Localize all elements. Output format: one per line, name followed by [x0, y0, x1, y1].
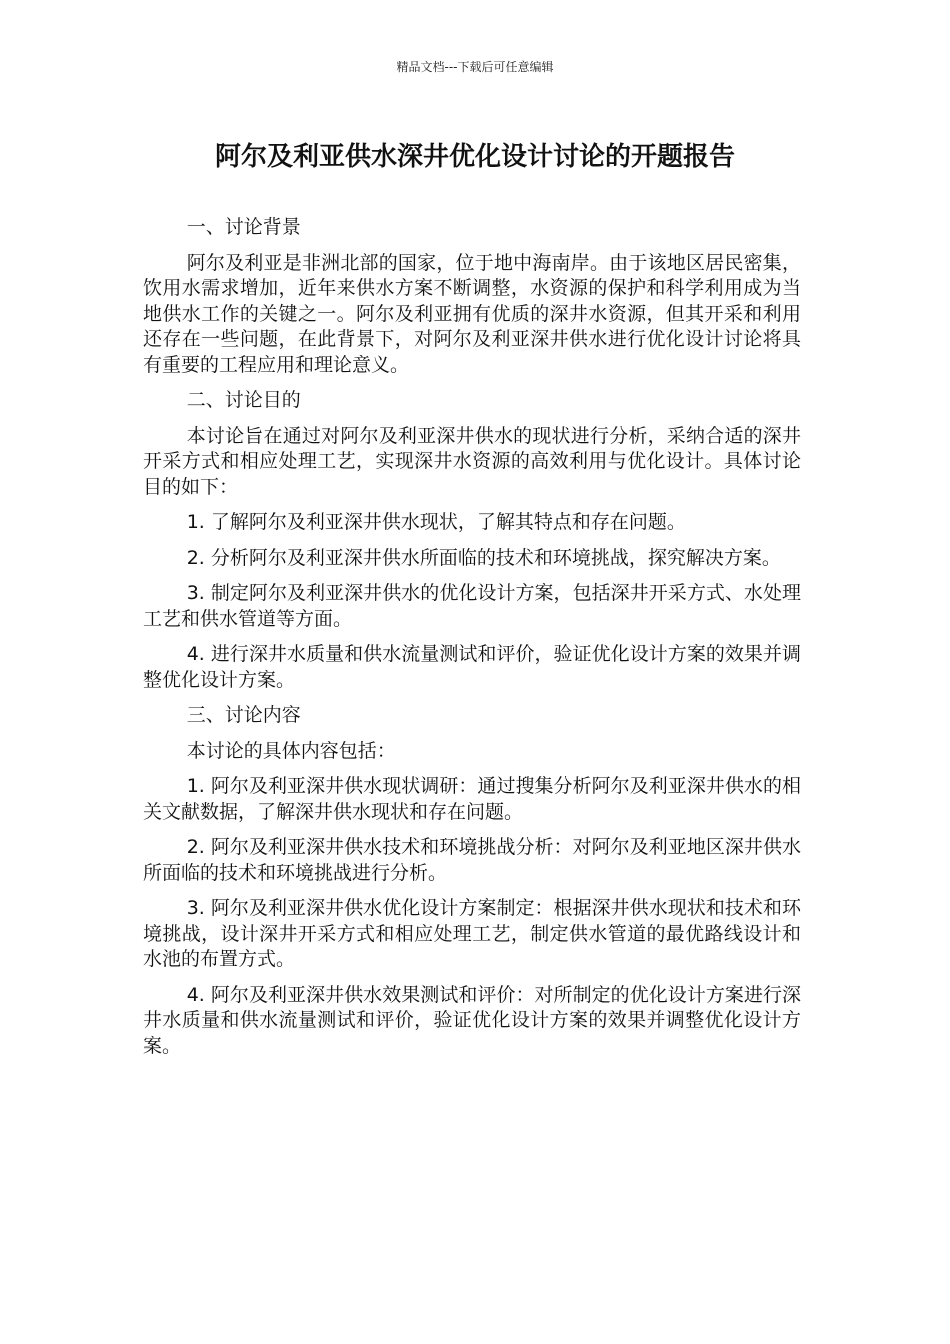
list-item: 4. 进行深井水质量和供水流量测试和评价，验证优化设计方案的效果并调整优化设计方案。 [143, 643, 801, 691]
list-item: 3. 阿尔及利亚深井供水优化设计方案制定：根据深井供水现状和技术和环境挑战，设计深井开采方式和相应处理工艺，制定供水管道的最优路线设计和水池的布置方式。 [143, 897, 801, 970]
list-item: 2. 阿尔及利亚深井供水技术和环境挑战分析：对阿尔及利亚地区深井供水所面临的技术和环境挑战进行分析。 [143, 836, 801, 884]
list-item: 4. 阿尔及利亚深井供水效果测试和评价：对所制定的优化设计方案进行深井水质量和供水流量测试和评价，验证优化设计方案的效果并调整优化设计方案。 [143, 983, 801, 1057]
page-header: 精品文档---下载后可任意编辑 [396, 60, 554, 74]
section-heading: 一、讨论背景 [186, 216, 301, 238]
document-title: 阿尔及利亚供水深井优化设计讨论的开题报告 [214, 142, 735, 172]
paragraph: 本讨论的具体内容包括： [186, 739, 396, 762]
list-item: 3. 制定阿尔及利亚深井供水的优化设计方案，包括深井开采方式、水处理工艺和供水管道等方面。 [143, 582, 801, 630]
section-heading: 二、讨论目的 [186, 389, 301, 411]
list-item: 1. 阿尔及利亚深井供水现状调研：通过搜集分析阿尔及利亚深井供水的相关文献数据，了解深井供水现状和存在问题。 [143, 775, 801, 823]
list-item: 2. 分析阿尔及利亚深井供水所面临的技术和环境挑战，探究解决方案。 [186, 546, 781, 569]
section-heading: 三、讨论内容 [186, 704, 301, 726]
paragraph: 阿尔及利亚是非洲北部的国家，位于地中海南岸。由于该地区居民密集，饮用水需求增加，近年来供水方案不断调整，水资源的保护和科学利用成为当地供水工作的关键之一。阿尔及利亚拥有优质的深井水资源，但其开采和利用还存在一些问题，在此背景下，对阿尔及利亚深井供水进行优化设计讨论将具有重要的工程应用和理论意义。 [143, 251, 801, 376]
document-body [143, 215, 801, 1069]
paragraph: 本讨论旨在通过对阿尔及利亚深井供水的现状进行分析，采纳合适的深井开采方式和相应处理工艺，实现深井水资源的高效利用与优化设计。具体讨论目的如下： [143, 424, 801, 498]
list-item: 1. 了解阿尔及利亚深井供水现状，了解其特点和存在问题。 [186, 511, 686, 533]
